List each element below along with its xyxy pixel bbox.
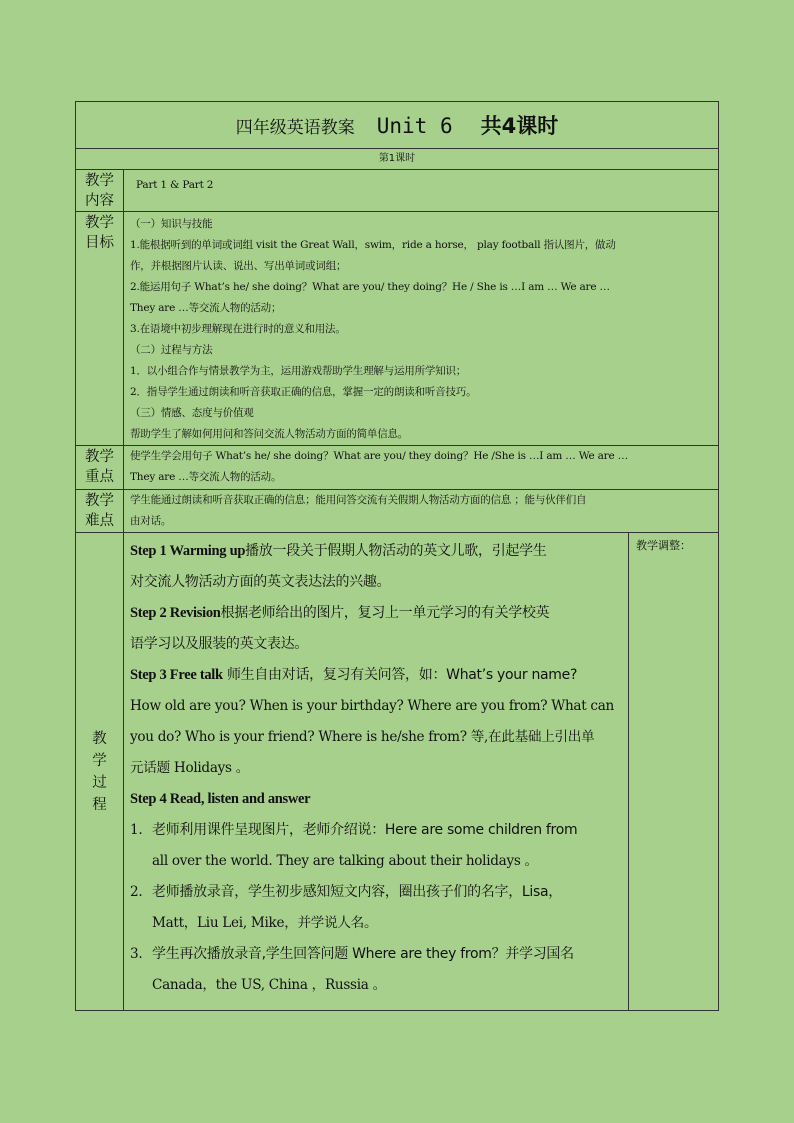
process-text: Step 1 Warming up播放一段关于假期人物活动的英文儿歌，引起学生 对交流人物活动方面的英文表达法的兴趣。 Step 2 Revision根据老师给出的图片，复习上一单元学习的有关学校英 语学习以及服装的英文表达。 Step 3 Free talk 师生自由对话，复习有关问答，如：What’s your name? How old are you? When is your birthday? Where are you from? What can you do? Who is your friend? Where is he/she from? 等,在此基础上引出单 元话题 Holidays 。 Step 4 Read, listen and answer 1. 老师利用课件呈现图片，老师介绍说：Here are some children from all over the world. They are talking about their holidays 。 2. 老师播放录音，学生初步感知短文内容，圈出孩子们的名字，Lisa， Matt，Liu Lei, Mike，并学说人名。 3. 学生再次播放录音,学生回答问题 Where are they from？并学习国名 Canada，the US, China ，Russia 。 xyxy=(124,533,629,1011)
step-4: Step 4 Read, listen and answer xyxy=(130,791,311,807)
step-4-item: 3. 学生再次播放录音,学生回答问题 Where are they from？并学习国名 xyxy=(130,946,574,962)
difficulties-text: 学生能通过朗读和听音获取正确的信息；能用问答交流有关假期人物活动方面的信息 ；能与伙伴们自 由对话。 xyxy=(124,490,719,533)
objectives-line: 3.在语境中初步理解现在进行时的意义和用法。 xyxy=(130,323,346,335)
title-grade: 四年级英语教案 xyxy=(235,118,355,138)
row-label-content: 教学 内容 xyxy=(76,170,124,212)
step-2: Step 2 Revision根据老师给出的图片，复习上一单元学习的有关学校英 xyxy=(130,605,550,621)
row-label-process: 教 学 过 程 xyxy=(76,533,124,1011)
row-label-key-points: 教学 重点 xyxy=(76,446,124,490)
lesson-subtitle: 第1课时 xyxy=(76,149,719,170)
lesson-plan-table xyxy=(75,101,719,1011)
content-text: Part 1 & Part 2 xyxy=(124,170,719,212)
objectives-line: （二）过程与方法 xyxy=(130,344,213,356)
step-3: Step 3 Free talk 师生自由对话，复习有关问答，如：What’s your name? xyxy=(130,667,578,683)
objectives-text xyxy=(124,212,719,446)
row-label-difficulties: 教学 难点 xyxy=(76,490,124,533)
objectives-line: 作，并根据图片认读、说出、写出单词或词组； xyxy=(130,260,347,272)
objectives-line: （一）知识与技能 xyxy=(130,218,213,230)
teaching-adjustment-note: 教学调整： xyxy=(629,533,719,1011)
objectives-line: 1.能根据听到的单词或词组 visit the Great Wall，swim，ride a horse， play football 指认图片，做动 xyxy=(130,239,616,251)
objectives-line: They are …等交流人物的活动； xyxy=(130,302,282,314)
objectives-line: 1．以小组合作与情景教学为主，运用游戏帮助学生理解与运用所学知识； xyxy=(130,365,467,377)
row-label-objectives: 教学 目标 xyxy=(76,212,124,446)
step-1: Step 1 Warming up播放一段关于假期人物活动的英文儿歌，引起学生 xyxy=(130,543,547,559)
objectives-line: 2.能运用句子 What’s he/ she doing？What are you/ they doing？He / She is …I am … We are … xyxy=(130,281,610,293)
step-4-item: 2. 老师播放录音，学生初步感知短文内容，圈出孩子们的名字，Lisa， xyxy=(130,884,562,900)
key-points-text: 使学生学会用句子 What’s he/ she doing？What are you/ they doing？He /She is …I am … We are … They are …等交流人物的活动。 xyxy=(124,446,719,490)
document-title xyxy=(76,102,719,149)
objectives-line: （三）情感、态度与价值观 xyxy=(130,407,254,419)
title-lesson-count: 共4课时 xyxy=(480,114,559,138)
objectives-line: 帮助学生了解如何用问和答问交流人物活动方面的简单信息。 xyxy=(130,428,409,440)
objectives-line: 2．指导学生通过朗读和听音获取正确的信息，掌握一定的朗读和听音技巧。 xyxy=(130,386,477,398)
title-unit: Unit 6 xyxy=(376,114,453,138)
step-4-item: 1. 老师利用课件呈现图片，老师介绍说：Here are some children from xyxy=(130,822,578,838)
